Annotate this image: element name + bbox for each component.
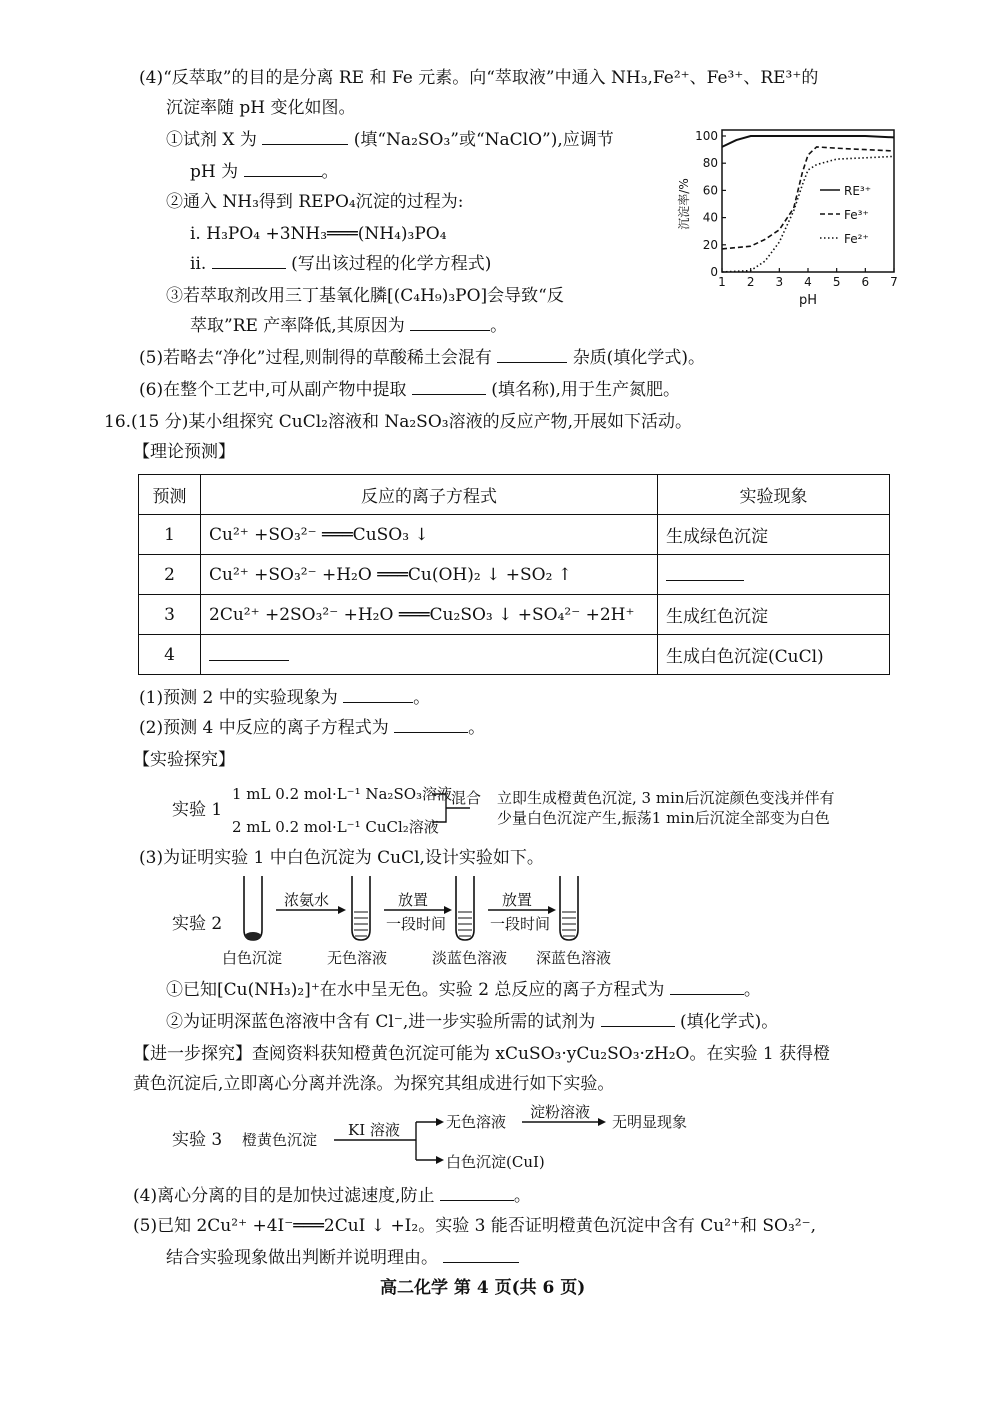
period: 。: [413, 688, 431, 708]
answer-blank[interactable]: [394, 716, 468, 733]
legend-label: Fe³⁺: [844, 208, 869, 222]
p3-2-hint: (填化学式)。: [680, 1012, 779, 1032]
legend-label: RE³⁺: [844, 184, 872, 198]
legend-label: Fe²⁺: [844, 232, 869, 246]
p2-text: (2)预测 4 中反应的离子方程式为: [139, 718, 389, 738]
exp2-label: 实验 2: [172, 914, 223, 934]
y-tick-label: 0: [710, 265, 718, 279]
q16-p3-2: [166, 1010, 778, 1034]
q6-text: (6)在整个工艺中,可从副产物中提取: [139, 380, 407, 400]
table-row: [139, 555, 890, 595]
q16-title: 16.(15 分)某小组探究 CuCl₂溶液和 Na₂SO₃溶液的反应产物,开展如下活动。: [104, 412, 692, 432]
table-header: 预测: [139, 475, 201, 515]
q4-sub1-hint: (填“Na₂SO₃”或“NaClO”),应调节: [353, 130, 614, 150]
q16-p2: [139, 716, 485, 740]
answer-blank[interactable]: [244, 160, 322, 177]
q4-sub3-line2: [190, 314, 507, 338]
q16-p3: (3)为证明实验 1 中白色沉淀为 CuCl,设计实验如下。: [139, 848, 544, 868]
table-cell: 1: [139, 515, 201, 555]
test-tube-deep-blue: [560, 876, 578, 940]
step-ii-hint: (写出该过程的化学方程式): [291, 254, 492, 274]
q5-text: (5)若略去“净化”过程,则制得的草酸稀土会混有: [139, 348, 492, 368]
answer-blank[interactable]: [262, 128, 348, 145]
answer-blank[interactable]: [209, 644, 289, 661]
table-row: [139, 515, 890, 555]
y-tick-label: 100: [695, 129, 718, 143]
q4-sub3-line1: ③若萃取剂改用三丁基氧化膦[(C₄H₉)₃PO]会导致“反: [166, 286, 564, 306]
q4-sub1-ph: [190, 160, 339, 184]
q6-hint: (填名称),用于生产氮肥。: [491, 380, 680, 400]
answer-blank[interactable]: [410, 314, 490, 331]
table-cell: 生成白色沉淀(CuCl): [658, 635, 890, 675]
exp2-arrow3-bottom: 一段时间: [490, 915, 551, 933]
period: 。: [513, 1186, 531, 1206]
q16-p4: [133, 1184, 531, 1208]
theory-heading: 【理论预测】: [133, 442, 235, 462]
table-cell: 2: [139, 555, 201, 595]
y-tick-label: 40: [702, 210, 718, 225]
test-tube-light-blue: [456, 876, 474, 940]
further-line-1: 【进一步探究】查阅资料获知橙黄色沉淀可能为 xCuSO₃·yCu₂SO₃·zH₂O。在实验 1 获得橙: [133, 1044, 831, 1064]
p3-2-text: ②为证明深蓝色溶液中含有 Cl⁻,进一步实验所需的试剂为: [166, 1012, 596, 1032]
mix-label: 混合: [451, 789, 482, 807]
table-cell: [201, 635, 658, 675]
q6: [139, 378, 680, 402]
answer-blank[interactable]: [412, 378, 486, 395]
period: 。: [468, 718, 486, 738]
q4-intro-line1: (4)“反萃取”的目的是分离 RE 和 Fe 元素。向“萃取液”中通入 NH₃,Fe²⁺、Fe³⁺、RE³⁺的: [139, 68, 819, 88]
answer-blank[interactable]: [666, 564, 744, 581]
experiment-heading: 【实验探究】: [133, 750, 235, 770]
q5-hint: 杂质(填化学式)。: [572, 348, 705, 368]
test-tube-white-precipitate: [244, 876, 262, 940]
exp1-observation-2: 少量白色沉淀产生,振荡1 min后沉淀全部变为白色: [497, 809, 830, 827]
table-row: [139, 595, 890, 635]
test-tube-colorless: [352, 876, 370, 940]
exp3-white-precipitate: 白色沉淀(CuI): [446, 1153, 545, 1171]
exp3-start: 橙黄色沉淀: [242, 1131, 318, 1149]
x-axis-label: pH: [798, 293, 818, 308]
series-line-0: [722, 136, 894, 147]
exp2-arrow2-bottom: 一段时间: [386, 915, 447, 933]
table-header: 反应的离子方程式: [201, 475, 658, 515]
table-cell: [658, 555, 890, 595]
x-tick-label: 4: [804, 275, 812, 289]
period: 。: [490, 316, 508, 336]
caption-colorless-solution: 无色溶液: [327, 949, 388, 967]
q4-ph-text: pH 为: [190, 162, 239, 182]
y-tick-label: 60: [702, 183, 718, 198]
answer-blank[interactable]: [601, 1010, 675, 1027]
prediction-table: [138, 474, 890, 675]
table-cell: Cu²⁺ +SO₃²⁻ ═══CuSO₃ ↓: [201, 515, 658, 555]
x-tick-label: 5: [832, 275, 841, 289]
table-row: [139, 635, 890, 675]
caption-white-precipitate: 白色沉淀: [222, 949, 283, 967]
arrow-head-icon: [598, 1118, 606, 1126]
caption-light-blue-solution: 淡蓝色溶液: [432, 949, 508, 967]
exp1-reagent-2: 2 mL 0.2 mol·L⁻¹ CuCl₂溶液: [232, 818, 439, 836]
table-header-row: [139, 475, 890, 515]
plot-frame: [722, 130, 894, 272]
table-cell: 生成绿色沉淀: [658, 515, 890, 555]
answer-blank[interactable]: [440, 1184, 514, 1201]
q4-sub2: ②通入 NH₃得到 REPO₄沉淀的过程为:: [166, 192, 464, 212]
exp3-starch-solution: 淀粉溶液: [530, 1103, 591, 1121]
exp1-label: 实验 1: [172, 800, 223, 820]
table-cell: Cu²⁺ +SO₃²⁻ +H₂O ═══Cu(OH)₂ ↓ +SO₂ ↑: [201, 555, 658, 595]
page-footer: 高二化学 第 4 页(共 6 页): [380, 1278, 586, 1298]
p3-1-text: ①已知[Cu(NH₃)₂]⁺在水中呈无色。实验 2 总反应的离子方程式为: [166, 980, 665, 1000]
table-cell: 2Cu²⁺ +2SO₃²⁻ +H₂O ═══Cu₂SO₃ ↓ +SO₄²⁻ +2H⁺: [201, 595, 658, 635]
exp2-arrow3-top: 放置: [502, 891, 533, 909]
q4-sub1-text: ①试剂 X 为: [166, 130, 257, 150]
q16-p1: [139, 686, 430, 710]
exp3-reagent-ki: KI 溶液: [348, 1121, 400, 1139]
table-cell: 生成红色沉淀: [658, 595, 890, 635]
q4-intro-line2: 沉淀率随 pH 变化如图。: [166, 98, 356, 118]
q4-sub2-step-i: ⅰ. H₃PO₄ +3NH₃═══(NH₄)₃PO₄: [190, 224, 447, 244]
p4-text: (4)离心分离的目的是加快过滤速度,防止: [133, 1186, 435, 1206]
answer-blank[interactable]: [497, 346, 567, 363]
arrow-head-icon: [436, 1156, 444, 1164]
q16-p5-line2: [166, 1246, 519, 1270]
y-axis-label: 沉淀率/%: [677, 178, 691, 230]
arrow-head-icon: [436, 1118, 444, 1126]
exp3-label: 实验 3: [172, 1130, 223, 1150]
exp2-reagent-ammonia: 浓氨水: [284, 891, 330, 909]
x-tick-label: 7: [890, 275, 898, 289]
q16-p5-line1: (5)已知 2Cu²⁺ +4I⁻═══2CuI ↓ +I₂。实验 3 能否证明橙黄色沉淀中含有 Cu²⁺和 SO₃²⁻,: [133, 1216, 816, 1236]
further-line-2: 黄色沉淀后,立即离心分离并洗涤。为探究其组成进行如下实验。: [133, 1074, 615, 1094]
p5-text: 结合实验现象做出判断并说明理由。: [166, 1248, 438, 1268]
step-ii-label: ⅱ.: [190, 254, 207, 274]
answer-blank[interactable]: [670, 978, 744, 995]
q4-sub3-text: 萃取”RE 产率降低,其原因为: [190, 316, 405, 336]
period: 。: [321, 162, 339, 182]
exp2-arrow2-top: 放置: [398, 891, 429, 909]
exp1-observation-1: 立即生成橙黄色沉淀, 3 min后沉淀颜色变浅并伴有: [497, 789, 835, 807]
arrow-head-icon: [338, 906, 346, 914]
answer-blank[interactable]: [212, 252, 286, 269]
precipitation-rate-chart: [672, 122, 908, 322]
exp3-no-phenomenon: 无明显现象: [612, 1113, 688, 1131]
period: 。: [743, 980, 761, 1000]
table-header: 实验现象: [658, 475, 890, 515]
x-tick-label: 3: [775, 275, 784, 289]
table-cell: 4: [139, 635, 201, 675]
y-tick-label: 20: [702, 237, 718, 252]
answer-blank[interactable]: [343, 686, 413, 703]
caption-deep-blue-solution: 深蓝色溶液: [536, 949, 612, 967]
table-cell: 3: [139, 595, 201, 635]
exp1-reagent-1: 1 mL 0.2 mol·L⁻¹ Na₂SO₃溶液: [232, 785, 453, 803]
q16-p3-1: [166, 978, 761, 1002]
x-tick-label: 2: [746, 275, 755, 289]
p1-text: (1)预测 2 中的实验现象为: [139, 688, 338, 708]
q5: [139, 346, 705, 370]
x-tick-label: 6: [861, 275, 870, 289]
q4-sub2-step-ii: [190, 252, 491, 276]
exp3-colorless-solution: 无色溶液: [446, 1113, 507, 1131]
y-tick-label: 80: [702, 156, 718, 171]
answer-blank[interactable]: [443, 1246, 519, 1263]
x-tick-label: 1: [718, 275, 726, 289]
q4-sub1: [166, 128, 614, 152]
